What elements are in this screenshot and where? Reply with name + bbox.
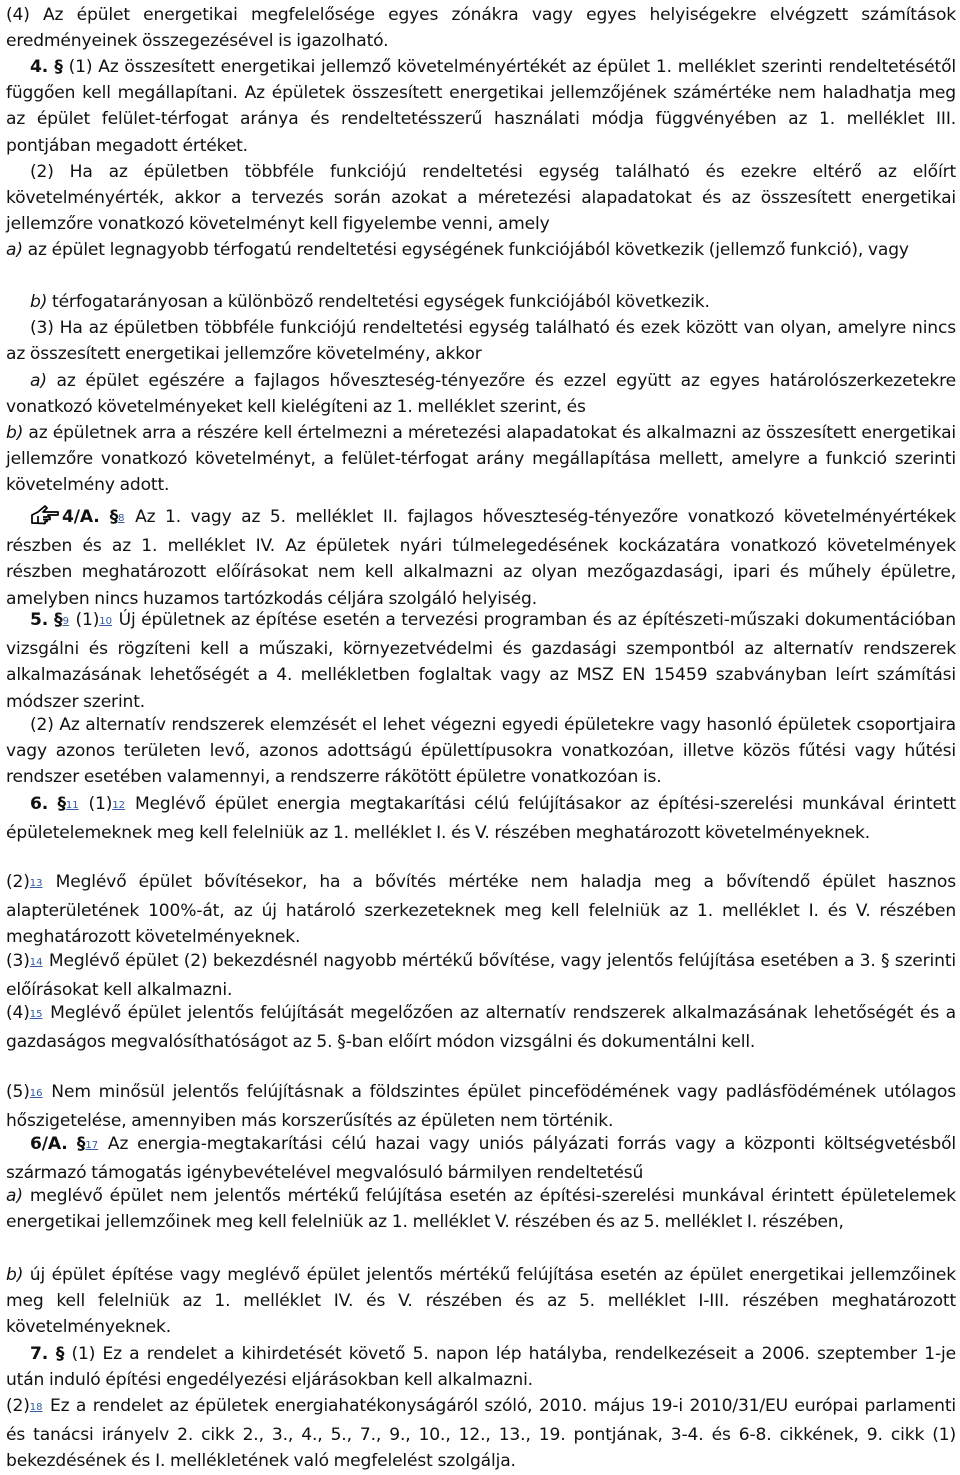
text-run: Meglévő épület jelentős felújítását megelőzően az alternatív rendszerek alkalmazásának lehetőségét és a gazdaságos megvalósíthatóságot az 5. §-ban előírt módon vizsgálni és dokumentálni kell. [6,1003,956,1053]
section-7 [6,1341,956,1393]
text-run: az épületnek arra a részére kell értelmezni a méretezési alapadatokat és alkalmazni az összesített energetikai jellemzőre vonatkozó követelményt, a felület-térfogat arány megállapítása mellett, amelyre a funkció szerinti követelmény adott. [6,423,956,496]
footnote-link[interactable]: 8 [118,513,125,524]
section-4-paragraph-3 [6,315,956,367]
footnote-link[interactable]: 18 [29,1402,43,1413]
text-run: az épület legnagyobb térfogatú rendeltetési egységének funkciójából következik (jellemző funkció), vagy [22,240,909,260]
point-label: b) [6,423,24,443]
text-run: (2) Ha az épületben többféle funkciójú rendeltetési egység található és ezekre eltérő az előírt követelményérték, akkor a tervezés során azokat a méretezési alapadatokat és az összesített energetikai jellemzőre vonatkozó követelményt kell figyelembe venni, amely [6,162,956,235]
section-6-paragraph-3 [6,948,956,1003]
text-run: (4) Az épület energetikai megfelelősége egyes zónákra vagy egyes helyiségekre elvégzett számítások eredményeinek összegezésével is igazolható. [6,5,956,52]
paragraph-4-4 [6,2,956,54]
footnote-link[interactable]: 11 [65,800,79,811]
section-number: 6. § [30,794,66,814]
footnote-link[interactable]: 14 [29,957,43,968]
point-label: a) [30,371,47,391]
text-run: Nem minősül jelentős felújításnak a földszintes épület pincefödémének vagy padlásfödémének utólagos hőszigetelése, amennyiben más korszerűsítés az épületen nem történik. [6,1082,956,1132]
section-6 [6,791,956,846]
section-4a [6,504,956,612]
text-run: (1) Ez a rendelet a kihirdetését követő 5. napon lép hatályba, rendelkezéseit a 2006. szeptember 1-je után induló építési engedélyezési eljárásokban kell alkalmazni. [6,1344,956,1391]
text-run: (1) Az összesített energetikai jellemző követelményértékét az épület 1. melléklet szerinti rendeltetésétől függően kell megállapítani. Az épületek összesített energetikai jellemzőjének számértéke nem haladhatja meg az épület felület-térfogat aránya és rendeltetésszerű használati módja függvényében az 1. melléklet III. pontjában megadott értéket. [6,57,956,156]
text-run: (2) Az alternatív rendszerek elemzését el lehet végezni egyedi épületekre vagy hasonló épületek csoportjaira vagy azonos területen levő, azonos adottságú épülettípusokra vonatkozóan, illetve közös fűtési vagy hűtési rendszer esetében valamennyi, a rendszerre rákötött épületre vonatkozóan is. [6,715,956,788]
section-5-paragraph-2 [6,712,956,791]
section-4-paragraph-2 [6,159,956,238]
text-run: (2) [6,1396,30,1416]
text-run: Meglévő épület (2) bekezdésnél nagyobb mértékű bővítése, vagy jelentős felújítása esetében a 3. § szerinti előírásokat kell alkalmazni. [6,951,956,1001]
footnote-link[interactable]: 9 [62,616,69,627]
text-run: Ez a rendelet az épületek energiahatékonyságáról szóló, 2010. május 19-i 2010/31/EU európai parlamenti és tanácsi irányelv 2. cikk 2., 3., 4., 5., 7., 9., 10., 12., 13., 19. pontjának, 3-4. és 6-8. cikkének, 9. cikk (1) bekezdésének és I. mellékletének való megfelelést szolgálja. [6,1396,956,1472]
footnote-link[interactable]: 15 [29,1009,43,1020]
text-run: (2) [6,872,30,892]
text-run: Az 1. vagy az 5. melléklet II. fajlagos hőveszteség-tényezőre vonatkozó követelményértékek részben és az 1. melléklet IV. Az épületek nyári túlmelegedésének kockázatára vonatkozó követelmények részben meghatározott előírásokat nem kell alkalmazni az olyan mezőgazdasági, ipari és műhely épületre, amelyben nincs huzamos tartózkodás céljára szolgáló helyiség. [6,507,956,609]
text-run: (5) [6,1082,30,1102]
section-number: 5. § [30,610,63,630]
text-run: (4) [6,1003,30,1023]
text-run: az épület egészére a fajlagos hőveszteség-tényezőre és ezzel együtt az egyes határolószerkezetekre vonatkozó követelményeket kell kielégíteni az 1. melléklet szerint, és [6,371,956,418]
point-label: b) [6,1265,24,1285]
point-label: a) [6,1186,23,1206]
pointing-hand-icon [30,504,60,526]
point-label: b) [30,292,48,312]
section-4-2-point-a [6,237,956,263]
section-number: 4. § [30,57,63,77]
section-6a-point-b [6,1262,956,1341]
text-run: Új épületnek az építése esetén a tervezési programban és az építészeti-műszaki dokumentációban vizsgálni és rögzíteni kell a műszaki, környezetvédelmi és gazdasági szempontból az alternatív rendszerek alkalmazásának lehetőségét a 4. mellékletben foglaltak vagy az MSZ EN 15459 szabványban leírt számítási módszer szerint. [6,610,956,712]
section-4 [6,54,956,159]
section-6-paragraph-5 [6,1079,956,1134]
text-run: (3) Ha az épületben többféle funkciójú rendeltetési egység található és ezek között van olyan, amelyre nincs az összesített energetikai jellemzőre követelmény, akkor [6,318,956,365]
text-run: térfogatarányosan a különböző rendeltetési egységek funkciójából következik. [47,292,710,312]
text-run: (3) [6,951,30,971]
text-run: (1) [79,794,113,814]
section-6a [6,1131,956,1186]
section-number: 7. § [30,1344,65,1364]
section-4-3-point-b [6,420,956,499]
text-run: (1) [69,610,100,630]
text-run: új épület építése vagy meglévő épület jelentős mértékű felújítása esetén az épület energetikai jellemzőinek meg kell felelniük az 1. melléklet IV. és V. részében és az 5. melléklet I-III. részében meghatározott követelményeknek. [6,1265,956,1338]
text-run: Meglévő épület bővítésekor, ha a bővítés mértéke nem haladja meg a bővítendő épület hasznos alapterületének 100%-át, az új határoló szerkezeteknek meg kell felelniük az 1. melléklet I. és V. részében meghatározott követelményeknek. [6,872,956,948]
footnote-link[interactable]: 17 [85,1140,99,1151]
text-run: Meglévő épület energia megtakarítási célú felújításakor az építési-szerelési munkával érintett épületelemeknek meg kell felelniük az 1. melléklet I. és V. részében meghatározott követelményeknek. [6,794,956,844]
text-run: meglévő épület nem jelentős mértékű felújítása esetén az építési-szerelési munkával érintett épületelemek energetikai jellemzőinek meg kell felelniük az 1. melléklet V. részében és az 5. melléklet I. részében, [6,1186,956,1233]
section-5 [6,607,956,715]
section-number: 6/A. § [30,1134,86,1154]
footnote-link[interactable]: 12 [112,800,126,811]
point-label: a) [6,240,23,260]
text-run: Az energia-megtakarítási célú hazai vagy uniós pályázati forrás vagy a központi költségvetésből származó támogatás igénybevételével megvalósuló bármilyen rendeltetésű [6,1134,956,1184]
section-6a-point-a [6,1183,956,1235]
footnote-link[interactable]: 13 [29,878,43,889]
section-7-paragraph-2 [6,1393,956,1475]
footnote-link[interactable]: 16 [29,1088,43,1099]
section-number: 4/A. § [62,507,119,527]
section-4-3-point-a [6,368,956,420]
section-6-paragraph-4 [6,1000,956,1055]
section-6-paragraph-2 [6,869,956,951]
section-4-2-point-b [6,289,956,315]
footnote-link[interactable]: 10 [99,616,113,627]
